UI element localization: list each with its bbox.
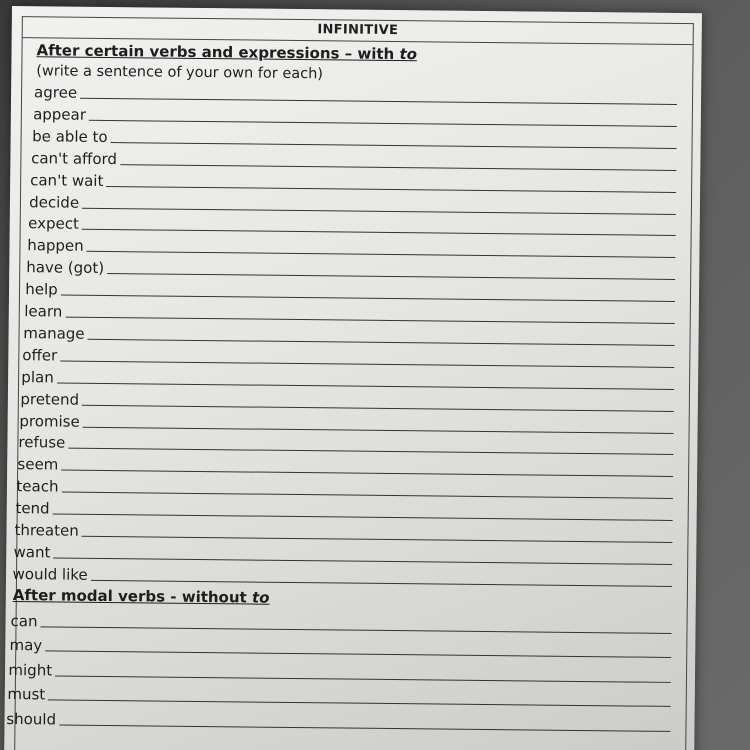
answer-line[interactable] xyxy=(65,313,675,324)
verb-label: decide xyxy=(29,192,80,212)
verb-label: appear xyxy=(33,105,87,124)
verb-label: would like xyxy=(12,564,88,584)
section-heading-with-to: After certain verbs and expressions – with to xyxy=(36,41,418,64)
verb-label: manage xyxy=(23,324,85,343)
verb-label: have (got) xyxy=(26,258,105,278)
answer-line[interactable] xyxy=(111,138,677,149)
answer-line[interactable] xyxy=(91,576,672,587)
worksheet-page xyxy=(4,6,702,750)
verb-label: help xyxy=(25,280,58,299)
verb-label: can't afford xyxy=(31,148,118,168)
verb-label: refuse xyxy=(18,433,66,452)
verb-label: offer xyxy=(22,345,58,365)
answer-line[interactable] xyxy=(45,647,671,659)
list-item xyxy=(7,683,671,710)
worksheet-frame xyxy=(6,16,694,750)
answer-line[interactable] xyxy=(82,400,674,411)
verb-label: want xyxy=(13,542,51,562)
answer-line[interactable] xyxy=(80,94,677,105)
answer-line[interactable] xyxy=(87,247,676,258)
verb-label: must xyxy=(7,685,46,704)
answer-line[interactable] xyxy=(82,532,673,543)
answer-line[interactable] xyxy=(48,696,671,708)
list-item xyxy=(8,659,671,686)
section-heading-without-to: After modal verbs - without to xyxy=(12,585,270,607)
verb-label: teach xyxy=(16,477,59,496)
answer-line[interactable] xyxy=(40,622,671,634)
answer-line[interactable] xyxy=(82,225,676,236)
answer-line[interactable] xyxy=(107,269,675,280)
answer-line[interactable] xyxy=(55,671,671,682)
verb-label: plan xyxy=(21,367,54,387)
answer-line[interactable] xyxy=(68,444,673,455)
answer-line[interactable] xyxy=(57,378,674,389)
verb-label: promise xyxy=(19,411,80,431)
list-item xyxy=(10,610,671,637)
answer-line[interactable] xyxy=(82,203,676,214)
verb-label: might xyxy=(8,660,53,680)
answer-line[interactable] xyxy=(61,488,672,499)
verb-label: expect xyxy=(28,214,80,234)
verb-label: seem xyxy=(17,455,59,474)
verb-label: should xyxy=(6,709,57,729)
answer-line[interactable] xyxy=(53,510,673,521)
verb-label: may xyxy=(9,636,43,655)
answer-line[interactable] xyxy=(120,160,676,171)
answer-line[interactable] xyxy=(106,182,676,193)
verb-label: threaten xyxy=(14,521,79,540)
answer-line[interactable] xyxy=(61,291,675,302)
answer-line[interactable] xyxy=(83,422,674,433)
answer-line[interactable] xyxy=(53,553,672,564)
verb-label: tend xyxy=(15,499,50,518)
answer-line[interactable] xyxy=(89,116,677,127)
list-item xyxy=(6,708,670,735)
verb-label: pretend xyxy=(20,389,80,409)
verb-label: be able to xyxy=(32,127,108,146)
answer-line[interactable] xyxy=(61,466,673,477)
answer-line[interactable] xyxy=(88,335,675,346)
verb-label: can xyxy=(10,611,38,630)
verb-label: learn xyxy=(24,302,63,321)
list-item xyxy=(12,563,672,590)
instruction-text: (write a sentence of your own for each) xyxy=(36,63,324,83)
worksheet-title: INFINITIVE xyxy=(23,17,693,45)
verb-label: happen xyxy=(27,236,84,256)
verb-label: agree xyxy=(34,83,78,102)
answer-line[interactable] xyxy=(60,356,674,367)
verb-label: can't wait xyxy=(30,170,104,190)
list-item xyxy=(9,634,671,661)
answer-line[interactable] xyxy=(59,720,671,731)
